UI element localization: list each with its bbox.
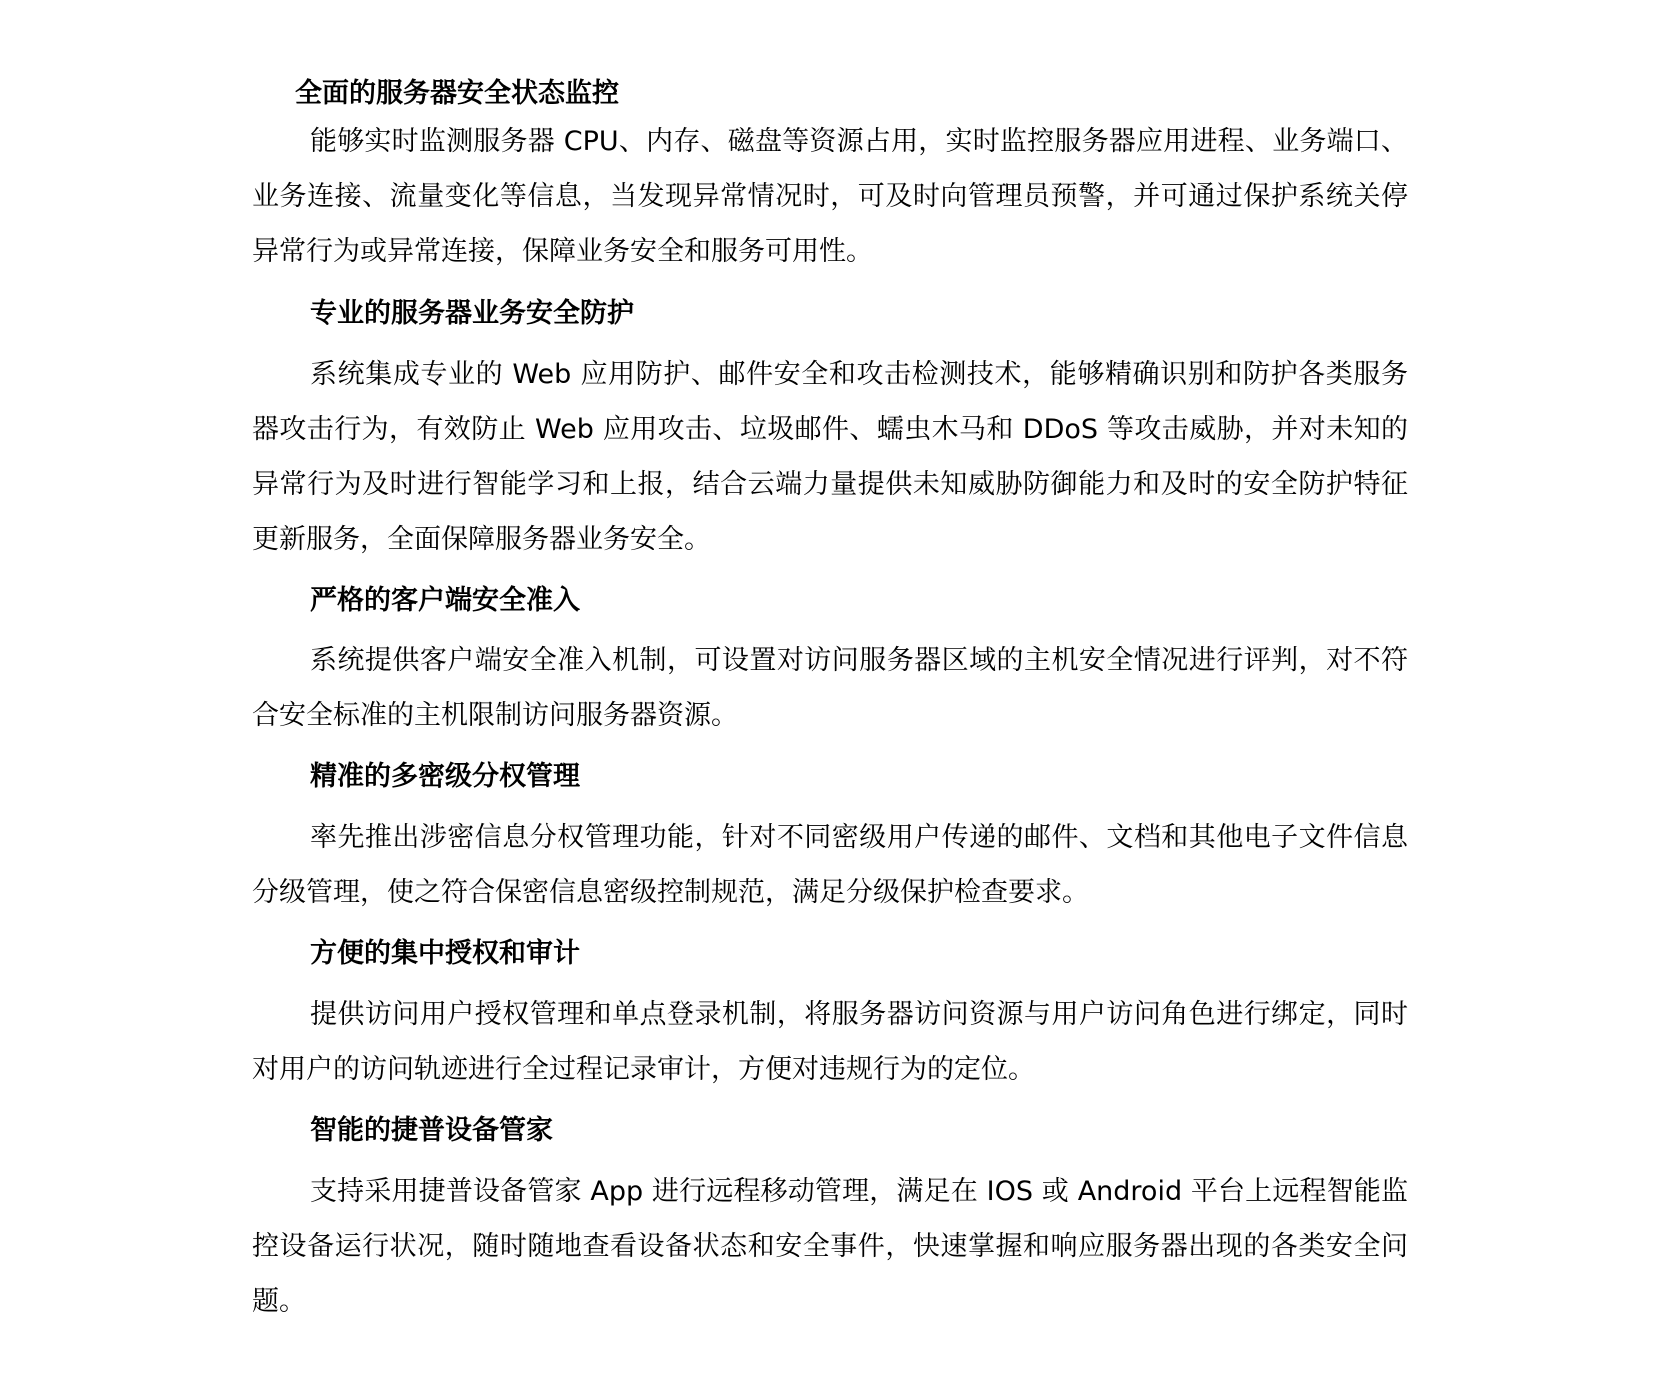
section-heading-access: 严格的客户端安全准入 — [310, 585, 580, 616]
section-heading-device-manager: 智能的捷普设备管家 — [310, 1115, 553, 1146]
section-body-protection: 系统集成专业的 Web 应用防护、邮件安全和攻击检测技术，能够精确识别和防护各类服务器攻击行为，有效防止 Web 应用攻击、垃圾邮件、蠕虫木马和 DDoS 等攻击威胁，并对未知的异常行为及时进行智能学习和上报，结合云端力量提供未知威胁防御能力和及时的安全防护特征更新服务，全面保障服务器业务安全。 — [252, 359, 1408, 555]
section-body-monitoring: 能够实时监测服务器 CPU、内存、磁盘等资源占用，实时监控服务器应用进程、业务端口、业务连接、流量变化等信息，当发现异常情况时，可及时向管理员预警，并可通过保护系统关停异常行为或异常连接，保障业务安全和服务可用性。 — [252, 126, 1408, 267]
section-heading-protection: 专业的服务器业务安全防护 — [310, 298, 634, 329]
section-heading-classification: 精准的多密级分权管理 — [310, 761, 580, 792]
section-body-audit: 提供访问用户授权管理和单点登录机制，将服务器访问资源与用户访问角色进行绑定，同时对用户的访问轨迹进行全过程记录审计，方便对违规行为的定位。 — [252, 999, 1408, 1085]
section-body-device-manager: 支持采用捷普设备管家 App 进行远程移动管理，满足在 IOS 或 Android 平台上远程智能监控设备运行状况，随时随地查看设备状态和安全事件，快速掌握和响应服务器出现的各类安全问题。 — [252, 1176, 1408, 1317]
section-body-classification: 率先推出涉密信息分权管理功能，针对不同密级用户传递的邮件、文档和其他电子文件信息分级管理，使之符合保密信息密级控制规范，满足分级保护检查要求。 — [252, 822, 1408, 908]
section-heading-monitoring: 全面的服务器安全状态监控 — [295, 78, 619, 109]
section-heading-audit: 方便的集中授权和审计 — [310, 938, 580, 969]
section-body-access: 系统提供客户端安全准入机制，可设置对访问服务器区域的主机安全情况进行评判，对不符合安全标准的主机限制访问服务器资源。 — [252, 645, 1408, 731]
